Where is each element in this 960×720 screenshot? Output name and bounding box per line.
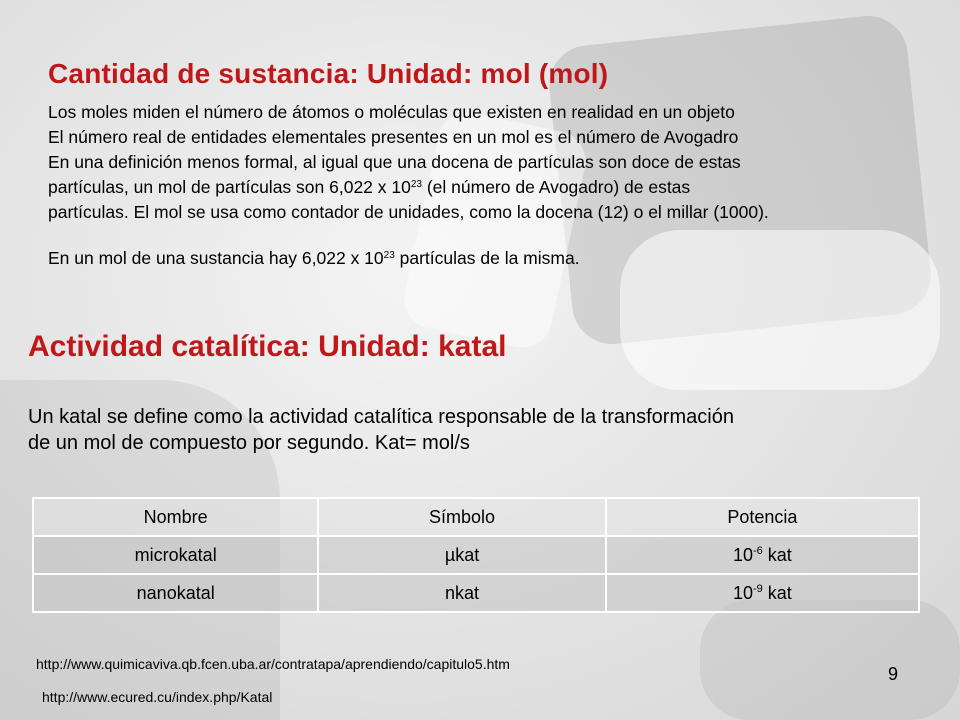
cell-nombre: microkatal bbox=[33, 536, 318, 574]
exponent: 23 bbox=[383, 250, 395, 261]
mol-summary-line: En un mol de una sustancia hay 6,022 x $10^{23}$ partículas de la misma. bbox=[48, 248, 580, 268]
cell-simbolo: nkat bbox=[318, 574, 605, 612]
cell-nombre: nanokatal bbox=[33, 574, 318, 612]
mol-text-line: partículas, un mol de partículas son 6,022 x $10^{23}$ (el número de Avogadro) de estas bbox=[48, 177, 691, 197]
cell-potencia: $10^{-9}$ kat bbox=[606, 574, 919, 612]
mol-description bbox=[48, 100, 948, 271]
mol-section-title: Cantidad de sustancia: Unidad: mol (mol) bbox=[48, 58, 609, 89]
exponent: 23 bbox=[410, 179, 422, 190]
table-row bbox=[33, 574, 919, 612]
exponent: -6 bbox=[752, 544, 763, 557]
source-link-ecured[interactable]: http://www.ecured.cu/index.php/Katal bbox=[42, 689, 273, 705]
table-header-row bbox=[33, 498, 919, 536]
source-link-quimicaviva[interactable]: http://www.quimicaviva.qb.fcen.uba.ar/contratapa/aprendiendo/capitulo5.htm bbox=[36, 656, 510, 672]
page-number: 9 bbox=[888, 664, 899, 684]
exponent: -9 bbox=[752, 582, 763, 595]
mol-text-line: Los moles miden el número de átomos o moléculas que existen en realidad en un objeto bbox=[48, 102, 735, 122]
column-header-nombre: Nombre bbox=[33, 498, 318, 536]
mol-text-line: partículas. El mol se usa como contador de unidades, como la docena (12) o el millar (1000). bbox=[48, 202, 769, 222]
katal-text-line: de un mol de compuesto por segundo. Kat= mol/s bbox=[28, 432, 470, 454]
mol-text-line: En una definición menos formal, al igual que una docena de partículas son doce de estas bbox=[48, 152, 741, 172]
table-row bbox=[33, 536, 919, 574]
column-header-simbolo: Símbolo bbox=[318, 498, 605, 536]
katal-units-table bbox=[32, 497, 920, 613]
cell-potencia: $10^{-6}$ kat bbox=[606, 536, 919, 574]
cell-simbolo: µkat bbox=[318, 536, 605, 574]
katal-text-line: Un katal se define como la actividad catalítica responsable de la transformación bbox=[28, 406, 734, 428]
column-header-potencia: Potencia bbox=[606, 498, 919, 536]
background-photo-shape bbox=[700, 600, 960, 720]
mol-text-line: El número real de entidades elementales presentes en un mol es el número de Avogadro bbox=[48, 127, 739, 147]
katal-section-title: Actividad catalítica: Unidad: katal bbox=[28, 330, 507, 363]
katal-description bbox=[28, 404, 908, 456]
